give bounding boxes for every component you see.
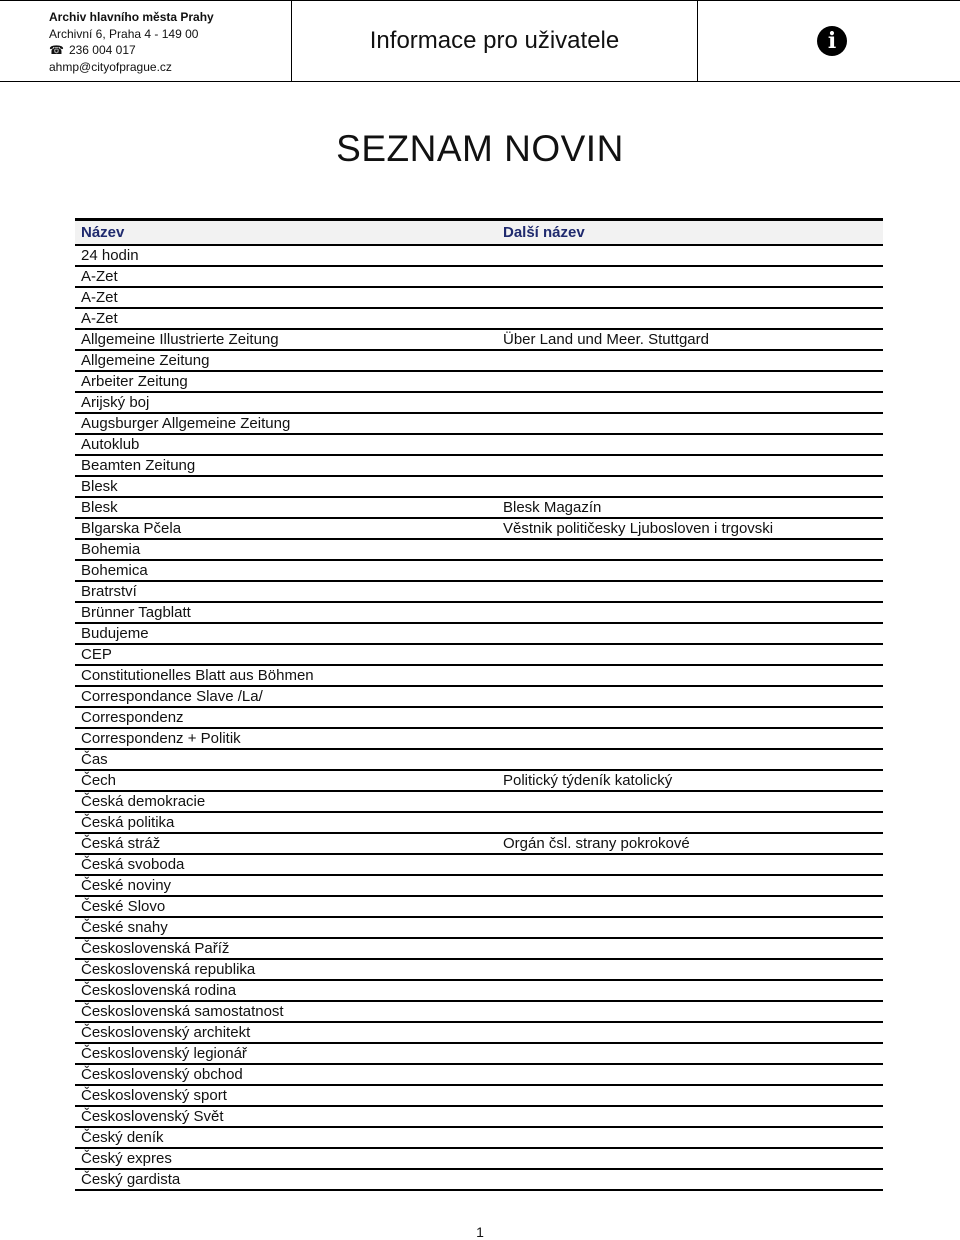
table-row xyxy=(75,497,883,518)
other-name-cell xyxy=(497,413,883,434)
table-row xyxy=(75,1085,883,1106)
table-row xyxy=(75,854,883,875)
column-header-name: Název xyxy=(75,220,497,246)
newspaper-name-cell: Československý Svět xyxy=(75,1106,497,1127)
table-row xyxy=(75,959,883,980)
table-row xyxy=(75,728,883,749)
table-row xyxy=(75,770,883,791)
newspaper-name-cell: Arbeiter Zeitung xyxy=(75,371,497,392)
newspaper-name-cell: Česká svoboda xyxy=(75,854,497,875)
table-row xyxy=(75,1064,883,1085)
other-name-cell xyxy=(497,854,883,875)
other-name-cell xyxy=(497,644,883,665)
newspaper-name-cell: Constitutionelles Blatt aus Böhmen xyxy=(75,665,497,686)
table-row xyxy=(75,560,883,581)
other-name-cell xyxy=(497,791,883,812)
header-title: Informace pro uživatele xyxy=(292,1,698,81)
phone-icon: ☎ xyxy=(49,43,64,58)
newspaper-name-cell: Čech xyxy=(75,770,497,791)
newspaper-name-cell: Československý obchod xyxy=(75,1064,497,1085)
other-name-cell xyxy=(497,980,883,1001)
document-title: SEZNAM NOVIN xyxy=(336,128,624,169)
newspaper-name-cell: České Slovo xyxy=(75,896,497,917)
other-name-cell xyxy=(497,623,883,644)
table-row xyxy=(75,539,883,560)
other-name-cell: Blesk Magazín xyxy=(497,497,883,518)
newspaper-name-cell: Československý legionář xyxy=(75,1043,497,1064)
newspaper-name-cell: Blgarska Pčela xyxy=(75,518,497,539)
table-row xyxy=(75,707,883,728)
table-row xyxy=(75,308,883,329)
other-name-cell xyxy=(497,1064,883,1085)
other-name-cell xyxy=(497,686,883,707)
table-body xyxy=(75,245,883,1190)
newspaper-name-cell: Brünner Tagblatt xyxy=(75,602,497,623)
organization-phone xyxy=(49,42,291,59)
organization-name: Archiv hlavního města Prahy xyxy=(49,10,214,24)
table-row xyxy=(75,413,883,434)
table-row xyxy=(75,665,883,686)
other-name-cell xyxy=(497,1022,883,1043)
table-row xyxy=(75,917,883,938)
organization-address: Archivní 6, Praha 4 - 149 00 xyxy=(49,26,199,41)
column-header-other-name: Další název xyxy=(497,220,883,246)
table-row xyxy=(75,518,883,539)
other-name-cell xyxy=(497,959,883,980)
other-name-cell xyxy=(497,749,883,770)
newspaper-name-cell: Budujeme xyxy=(75,623,497,644)
table-row xyxy=(75,1001,883,1022)
other-name-cell xyxy=(497,266,883,287)
table-row xyxy=(75,749,883,770)
header-info-cell xyxy=(698,1,960,81)
other-name-cell xyxy=(497,602,883,623)
newspaper-name-cell: Blesk xyxy=(75,497,497,518)
table-row xyxy=(75,350,883,371)
other-name-cell xyxy=(497,476,883,497)
table-row xyxy=(75,581,883,602)
newspaper-name-cell: Augsburger Allgemeine Zeitung xyxy=(75,413,497,434)
newspaper-name-cell: Český gardista xyxy=(75,1169,497,1190)
newspaper-name-cell: Československá samostatnost xyxy=(75,1001,497,1022)
other-name-cell xyxy=(497,371,883,392)
other-name-cell: Politický týdeník katolický xyxy=(497,770,883,791)
table-row xyxy=(75,1043,883,1064)
newspaper-name-cell: České noviny xyxy=(75,875,497,896)
other-name-cell xyxy=(497,1001,883,1022)
other-name-cell xyxy=(497,560,883,581)
newspaper-name-cell: Československá Paříž xyxy=(75,938,497,959)
table-row xyxy=(75,245,883,266)
table-row xyxy=(75,896,883,917)
page-number: 1 xyxy=(476,1224,484,1240)
table-row xyxy=(75,1127,883,1148)
newspaper-name-cell: Correspondenz + Politik xyxy=(75,728,497,749)
newspaper-name-cell: CEP xyxy=(75,644,497,665)
other-name-cell xyxy=(497,434,883,455)
other-name-cell xyxy=(497,1106,883,1127)
phone-number: 236 004 017 xyxy=(68,43,136,57)
other-name-cell xyxy=(497,938,883,959)
newspaper-name-cell: Československý architekt xyxy=(75,1022,497,1043)
newspaper-table xyxy=(75,218,883,1191)
other-name-cell xyxy=(497,392,883,413)
page-header xyxy=(0,0,960,82)
table-row xyxy=(75,287,883,308)
other-name-cell xyxy=(497,1148,883,1169)
newspaper-name-cell: Československá rodina xyxy=(75,980,497,1001)
table-row xyxy=(75,602,883,623)
newspaper-name-cell: Česká demokracie xyxy=(75,791,497,812)
table-row xyxy=(75,686,883,707)
other-name-cell xyxy=(497,455,883,476)
table-row xyxy=(75,371,883,392)
other-name-cell xyxy=(497,896,883,917)
other-name-cell: Über Land und Meer. Stuttgard xyxy=(497,329,883,350)
table-row xyxy=(75,791,883,812)
other-name-cell xyxy=(497,1043,883,1064)
organization-email: ahmp@cityofprague.cz xyxy=(49,59,172,74)
table-row xyxy=(75,455,883,476)
other-name-cell xyxy=(497,539,883,560)
other-name-cell xyxy=(497,812,883,833)
other-name-cell xyxy=(497,875,883,896)
other-name-cell xyxy=(497,917,883,938)
other-name-cell: Věstnik političesky Ljubosloven i trgovski xyxy=(497,518,883,539)
newspaper-name-cell: Blesk xyxy=(75,476,497,497)
newspaper-name-cell: Bohemica xyxy=(75,560,497,581)
newspaper-name-cell: Česká politika xyxy=(75,812,497,833)
newspaper-name-cell: Arijský boj xyxy=(75,392,497,413)
other-name-cell xyxy=(497,581,883,602)
newspaper-name-cell: Československý sport xyxy=(75,1085,497,1106)
table-row xyxy=(75,980,883,1001)
newspaper-name-cell: Český deník xyxy=(75,1127,497,1148)
other-name-cell xyxy=(497,1169,883,1190)
table-row xyxy=(75,1106,883,1127)
other-name-cell xyxy=(497,308,883,329)
table-row xyxy=(75,392,883,413)
other-name-cell xyxy=(497,287,883,308)
newspaper-name-cell: Correspondenz xyxy=(75,707,497,728)
newspaper-name-cell: Allgemeine Illustrierte Zeitung xyxy=(75,329,497,350)
newspaper-name-cell: Český expres xyxy=(75,1148,497,1169)
newspaper-name-cell: Česká stráž xyxy=(75,833,497,854)
other-name-cell: Orgán čsl. strany pokrokové xyxy=(497,833,883,854)
other-name-cell xyxy=(497,245,883,266)
newspaper-name-cell: A-Zet xyxy=(75,287,497,308)
table-row xyxy=(75,1148,883,1169)
other-name-cell xyxy=(497,665,883,686)
newspaper-name-cell: České snahy xyxy=(75,917,497,938)
table-row xyxy=(75,1022,883,1043)
other-name-cell xyxy=(497,350,883,371)
newspaper-name-cell: Beamten Zeitung xyxy=(75,455,497,476)
info-icon: i xyxy=(817,26,847,56)
other-name-cell xyxy=(497,707,883,728)
table-row xyxy=(75,476,883,497)
table-row xyxy=(75,266,883,287)
newspaper-name-cell: Bohemia xyxy=(75,539,497,560)
table-row xyxy=(75,833,883,854)
newspaper-name-cell: Československá republika xyxy=(75,959,497,980)
other-name-cell xyxy=(497,1085,883,1106)
table-row xyxy=(75,812,883,833)
other-name-cell xyxy=(497,728,883,749)
newspaper-name-cell: Allgemeine Zeitung xyxy=(75,350,497,371)
newspaper-name-cell: Čas xyxy=(75,749,497,770)
table-row xyxy=(75,434,883,455)
newspaper-name-cell: A-Zet xyxy=(75,308,497,329)
table-row xyxy=(75,938,883,959)
table-row xyxy=(75,329,883,350)
newspaper-name-cell: A-Zet xyxy=(75,266,497,287)
newspaper-name-cell: Correspondance Slave /La/ xyxy=(75,686,497,707)
organization-info xyxy=(0,1,292,81)
table-row xyxy=(75,644,883,665)
newspaper-name-cell: 24 hodin xyxy=(75,245,497,266)
newspaper-name-cell: Bratrství xyxy=(75,581,497,602)
newspaper-name-cell: Autoklub xyxy=(75,434,497,455)
other-name-cell xyxy=(497,1127,883,1148)
table-row xyxy=(75,1169,883,1190)
table-header-row xyxy=(75,220,883,246)
table-row xyxy=(75,875,883,896)
table-row xyxy=(75,623,883,644)
